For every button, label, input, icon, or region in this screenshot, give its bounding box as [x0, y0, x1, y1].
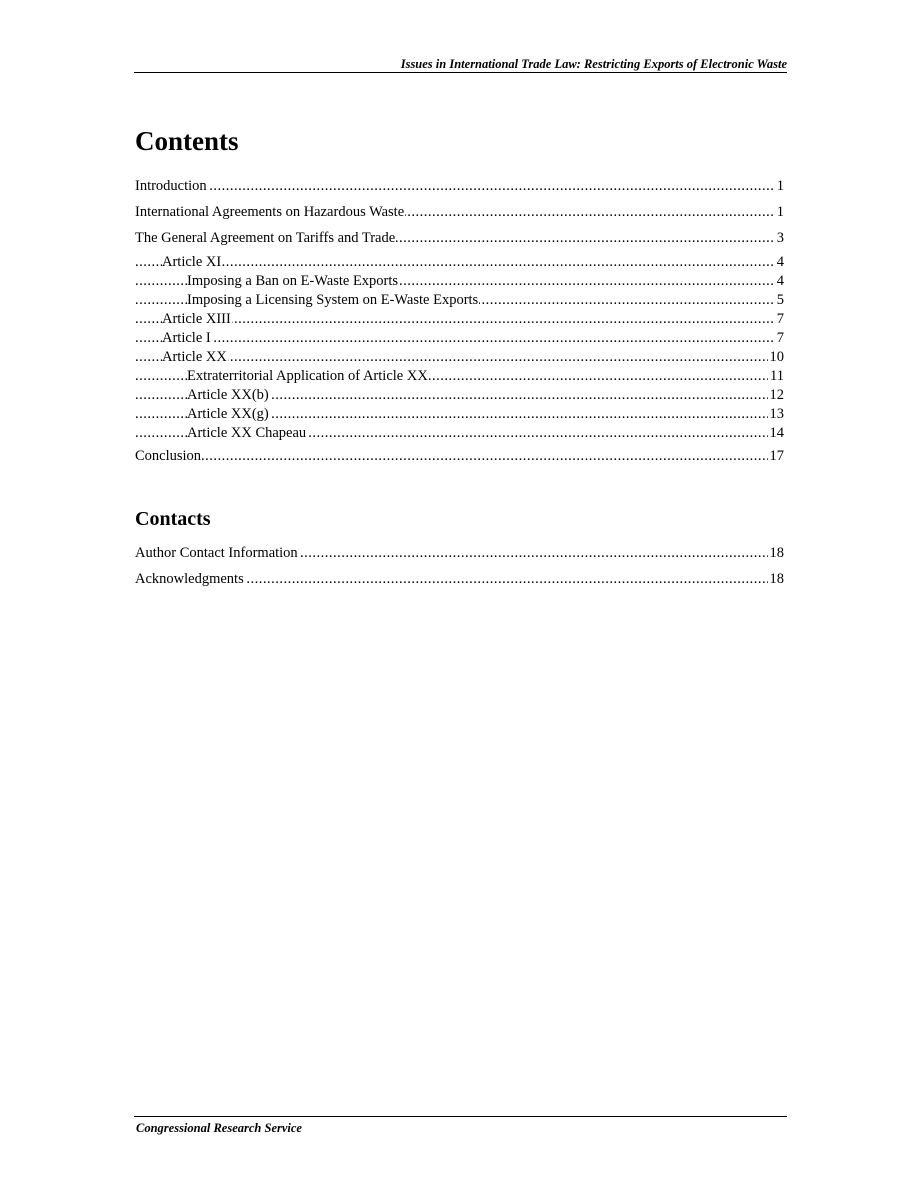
toc-entry-label: Author Contact Information — [135, 545, 298, 561]
toc-entry-author-contact[interactable] — [135, 544, 784, 563]
toc-entry-label: Article XX(g) — [187, 406, 269, 422]
toc-entry-licensing-e-waste[interactable] — [135, 291, 784, 310]
toc-entry-label: Article XX — [162, 349, 227, 365]
toc-entry-label: Article XIII — [162, 311, 231, 327]
toc-entry-article-xiii[interactable] — [135, 310, 784, 329]
toc-entry-page: 10 — [769, 349, 784, 365]
footer-publisher: Congressional Research Service — [136, 1121, 302, 1135]
toc-entry-page: 12 — [769, 387, 784, 403]
toc-entry-label: Imposing a Licensing System on E-Waste Exports — [187, 292, 479, 308]
contacts-list — [135, 544, 784, 596]
toc-entry-article-xi[interactable] — [135, 253, 784, 272]
toc-entry-label: Introduction — [135, 178, 207, 194]
toc-entry-ban-e-waste[interactable] — [135, 272, 784, 291]
toc-entry-page: 3 — [776, 230, 784, 246]
footer-rule — [134, 1116, 787, 1117]
toc-entry-label: Imposing a Ban on E-Waste Exports — [187, 273, 399, 289]
toc-entry-page: 7 — [776, 330, 784, 346]
toc-entry-page: 18 — [769, 571, 784, 587]
contacts-heading: Contacts — [135, 508, 211, 530]
toc-entry-label: Article XX Chapeau — [187, 425, 307, 441]
toc-entry-label: Extraterritorial Application of Article XX — [187, 368, 428, 384]
toc-entry-introduction[interactable] — [135, 177, 784, 196]
toc-entry-acknowledgments[interactable] — [135, 570, 784, 589]
toc-entry-label: The General Agreement on Tariffs and Trade — [135, 230, 396, 246]
toc-entry-article-xx-g[interactable] — [135, 405, 784, 424]
toc-entry-label: Article I — [162, 330, 211, 346]
toc-entry-article-xx[interactable] — [135, 348, 784, 367]
toc-entry-article-xx-b[interactable] — [135, 386, 784, 405]
toc-entry-article-i[interactable] — [135, 329, 784, 348]
contents-heading: Contents — [135, 126, 239, 156]
toc-entry-page: 7 — [776, 311, 784, 327]
toc-entry-page: 5 — [776, 292, 784, 308]
toc-entry-page: 18 — [769, 545, 784, 561]
toc-entry-label: International Agreements on Hazardous Waste — [135, 204, 405, 220]
toc-entry-page: 13 — [769, 406, 784, 422]
toc-entry-article-xx-chapeau[interactable] — [135, 424, 784, 443]
header-rule — [134, 72, 787, 73]
toc-entry-conclusion[interactable] — [135, 447, 784, 466]
toc-entry-page: 1 — [776, 204, 784, 220]
toc-entry-page: 17 — [769, 448, 784, 464]
toc-entry-page: 4 — [776, 254, 784, 270]
toc-entry-page: 11 — [770, 368, 784, 384]
toc-entry-page: 1 — [776, 178, 784, 194]
toc-entry-page: 14 — [769, 425, 784, 441]
toc-entry-page: 4 — [776, 273, 784, 289]
toc-entry-international-agreements[interactable] — [135, 203, 784, 222]
toc-entry-extraterritorial[interactable] — [135, 367, 784, 386]
toc-entry-gatt[interactable] — [135, 229, 784, 248]
toc-entry-label: Conclusion — [135, 448, 202, 464]
toc-entry-label: Article XX(b) — [187, 387, 269, 403]
toc-entry-label: Acknowledgments — [135, 571, 244, 587]
contents-list — [135, 177, 784, 473]
running-header: Issues in International Trade Law: Restricting Exports of Electronic Waste — [400, 57, 787, 71]
toc-entry-label: Article XI — [162, 254, 222, 270]
